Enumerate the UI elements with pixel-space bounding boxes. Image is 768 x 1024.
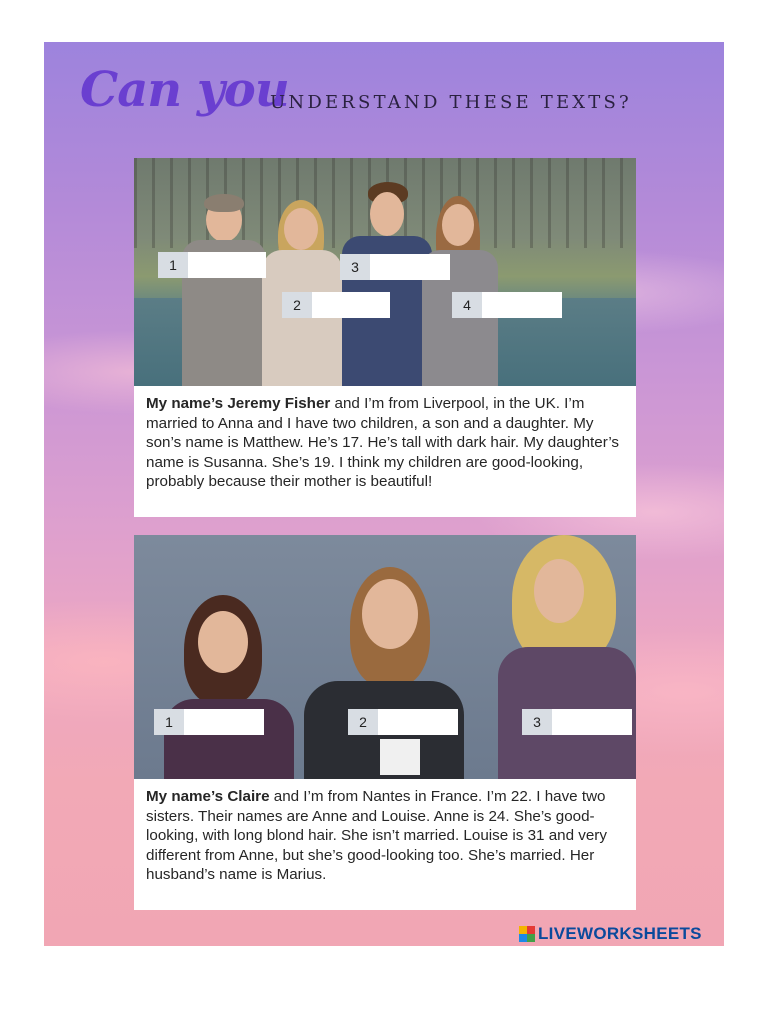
text-claire-name: My name’s Claire [146,788,270,805]
worksheet-page [44,42,724,946]
person-sister-middle [304,569,464,779]
answer-field-3[interactable] [552,709,632,735]
text-jeremy-body: and I’m from Liverpool, in the UK. I’m married to Anna and I have two children, a son and a daughter. My son’s name is Matthew. He’s 17. He’s tall with dark hair. My daughter’s name is Susanna. She’s 19. I think my children are good-looking, probably because their mother is beautiful! [146,395,620,490]
logo-text: LIVEWORKSHEETS [538,924,702,943]
answer-box-1 [158,252,266,278]
answer-box-1 [154,709,264,735]
title-caps: UNDERSTAND THESE TEXTS? [270,92,632,113]
title-script: Can you [80,62,289,118]
answer-number: 1 [158,252,188,278]
family-photo [134,158,636,386]
answer-number: 4 [452,292,482,318]
sisters-photo [134,535,636,779]
answer-number: 1 [154,709,184,735]
person-father [182,198,266,386]
answer-box-4 [452,292,562,318]
answer-field-4[interactable] [482,292,562,318]
text-jeremy-name: My name’s Jeremy Fisher [146,395,331,412]
person-son [342,188,432,386]
answer-field-2[interactable] [378,709,458,735]
answer-field-1[interactable] [184,709,264,735]
text-jeremy [134,386,636,517]
person-sister-left [164,599,294,779]
answer-box-2 [282,292,390,318]
answer-field-3[interactable] [370,254,450,280]
logo-mark-icon [519,926,535,942]
liveworksheets-logo [519,924,702,944]
answer-box-3 [340,254,450,280]
answer-number: 3 [522,709,552,735]
answer-number: 2 [348,709,378,735]
answer-number: 3 [340,254,370,280]
answer-field-2[interactable] [312,292,390,318]
answer-number: 2 [282,292,312,318]
person-sister-right [498,535,636,779]
answer-field-1[interactable] [188,252,266,278]
text-claire [134,779,636,910]
answer-box-3 [522,709,632,735]
answer-box-2 [348,709,458,735]
text-claire-body: and I’m from Nantes in France. I’m 22. I have two sisters. Their names are Anne and Louise. Anne is 24. She’s good-looking, with long blond hair. She isn’t married. Louise is 31 and very different from Anne, but she’s good-looking too. She’s married. Her husband’s name is Marius. [146,788,607,883]
